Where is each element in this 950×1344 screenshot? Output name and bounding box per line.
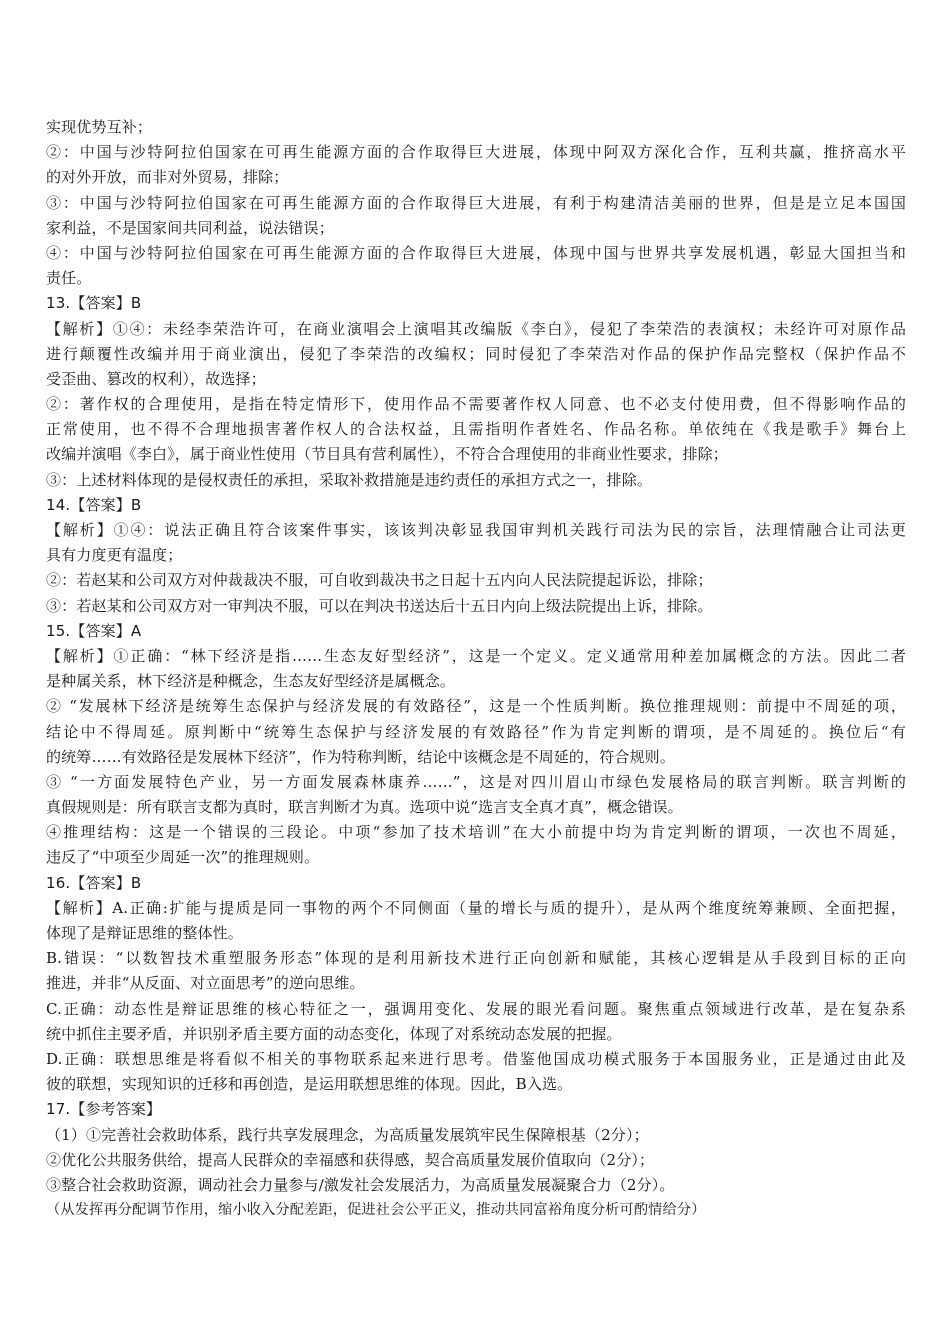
answer-heading: 16.【答案】B <box>46 873 142 892</box>
text-line: 体现了是辩证思维的整体性。 <box>46 924 243 942</box>
text-line: 正常使用，也不得不合理地损害著作权人的合法权益，且需指明作者姓名、作品名称。单依纯在《我是歌手》舞台上 <box>46 420 906 439</box>
text-line: （1）①完善社会救助体系，践行共享发展理念，为高质量发展筑牢民生保障根基（2分）； <box>46 1125 649 1144</box>
answer-explanation-text <box>46 115 906 1223</box>
text-line: 【解析】①④：说法正确且符合该案件事实，该该判决彰显我国审判机关践行司法为民的宗旨，法理情融合让司法更 <box>46 521 906 539</box>
text-line: 的对外开放，而非对外贸易，排除； <box>46 168 289 187</box>
answer-heading: 14.【答案】B <box>46 495 142 514</box>
text-line: 真假规则是：所有联言支都为真时，联言判断才为真。选项中说“选言支全真才真”，概念错误。 <box>46 798 683 817</box>
text-line: ④：中国与沙特阿拉伯国家在可再生能源方面的合作取得巨大进展，体现中国与世界共享发展机遇，彰显大国担当和 <box>46 243 906 262</box>
answer-heading: 17.【参考答案】 <box>46 1100 162 1119</box>
text-line: 推进，并非“从反面、对立面思考”的逆向思维。 <box>46 974 365 993</box>
text-line: 【解析】①④：未经李荣浩许可，在商业演唱会上演唱其改编版《李白》，侵犯了李荣浩的表演权；未经许可对原作品 <box>46 319 906 338</box>
text-line: ③整合社会救助资源，调动社会力量参与/激发社会发展活力，为高质量发展凝聚合力（2分）。 <box>46 1175 675 1194</box>
text-line: ③：上述材料体现的是侵权责任的承担，采取补救措施是违约责任的承担方式之一，排除。 <box>46 470 653 489</box>
text-line: ②：著作权的合理使用，是指在特定情形下，使用作品不需要著作权人同意、也不必支付使用费，但不得影响作品的 <box>46 395 906 414</box>
text-line: ③ “一方面发展特色产业，另一方面发展森林康养……”，这是对四川眉山市绿色发展格局的联言判断。联言判断的 <box>46 772 906 791</box>
text-line: ③：中国与沙特阿拉伯国家在可再生能源方面的合作取得巨大进展，有利于构建清洁美丽的世界，但是是立足本国国 <box>46 193 906 212</box>
text-line: C.正确：动态性是辩证思维的核心特征之一，强调用变化、发展的眼光看问题。聚焦重点领域进行改革，是在复杂系 <box>46 999 906 1018</box>
text-line: ②：中国与沙特阿拉伯国家在可再生能源方面的合作取得巨大进展，体现中阿双方深化合作，互利共赢，推挤高水平 <box>46 143 906 162</box>
text-line: 结论中不得周延。原判断中“统筹生态保护与经济发展的有效路径”作为肯定判断的谓项，是不周延的。换位后“有 <box>46 722 906 741</box>
text-line: ②：若赵某和公司双方对仲裁裁决不服，可自收到裁决书之日起十五内向人民法院提起诉讼，排除； <box>46 571 713 590</box>
text-line: 责任。 <box>46 269 92 288</box>
text-line: ④推理结构：这是一个错误的三段论。中项“参加了技术培训”在大小前提中均为肯定判断的谓项，一次也不周延， <box>46 823 906 842</box>
text-line: B.错误：“以数智技术重塑服务形态”体现的是利用新技术进行正向创新和赋能，其核心逻辑是从手段到目标的正向 <box>46 949 906 968</box>
text-line: 具有力度更有温度； <box>46 546 183 565</box>
text-line: ②优化公共服务供给，提高人民群众的幸福感和获得感，契合高质量发展价值取向（2分）； <box>46 1150 655 1169</box>
answer-heading: 13.【答案】B <box>46 294 142 313</box>
text-line: 统中抓住主要矛盾，并识别矛盾主要方面的动态变化，体现了对系统动态发展的把握。 <box>46 1024 622 1043</box>
text-line: 受歪曲、篡改的权利），故选择； <box>46 369 266 388</box>
text-line: D.正确：联想思维是将看似不相关的事物联系起来进行思考。借鉴他国成功模式服务于本国服务业，正是通过由此及 <box>46 1049 906 1068</box>
text-line: 彼的联想，实现知识的迁移和再创造，是运用联想思维的体现。因此，B入选。 <box>46 1075 573 1094</box>
text-line: 实现优势互补； <box>46 118 153 136</box>
text-line: 家利益，不是国家间共同利益，说法错误； <box>46 218 334 237</box>
text-line: 【解析】A.正确:扩能与提质是同一事物的两个不同侧面（量的增长与质的提升），是从两个维度统筹兼顾、全面把握， <box>46 898 906 917</box>
text-line: 【解析】①正确：“林下经济是指……生态友好型经济”，这是一个定义。定义通常用种差加属概念的方法。因此二者 <box>46 646 906 665</box>
answer-heading: 15.【答案】A <box>46 621 142 640</box>
text-line: 进行颠覆性改编并用于商业演出，侵犯了李荣浩的改编权；同时侵犯了李荣浩对作品的保护作品完整权（保护作品不 <box>46 344 906 363</box>
text-line: 是种属关系，林下经济是种概念，生态友好型经济是属概念。 <box>46 672 456 691</box>
grading-note: （从发挥再分配调节作用，缩小收入分配差距，促进社会公平正义，推动共同富裕角度分析可酌情给分） <box>46 1202 706 1219</box>
text-line: ③：若赵某和公司双方对一审判决不服，可以在判决书送达后十五日内向上级法院提出上诉，排除。 <box>46 596 713 615</box>
text-line: 的统筹……有效路径是发展林下经济”，作为特称判断，结论中该概念是不周延的，符合规则。 <box>46 747 675 766</box>
text-line: 违反了“中项至少周延一次”的推理规则。 <box>46 848 320 867</box>
text-line: 改编并演唱《李白》，属于商业性使用（节目具有营利属性），不符合合理使用的非商业性要求，排除； <box>46 445 728 464</box>
text-line: ② “发展林下经济是统筹生态保护与经济发展的有效路径”，这是一个性质判断。换位推理规则：前提中不周延的项， <box>46 697 906 716</box>
